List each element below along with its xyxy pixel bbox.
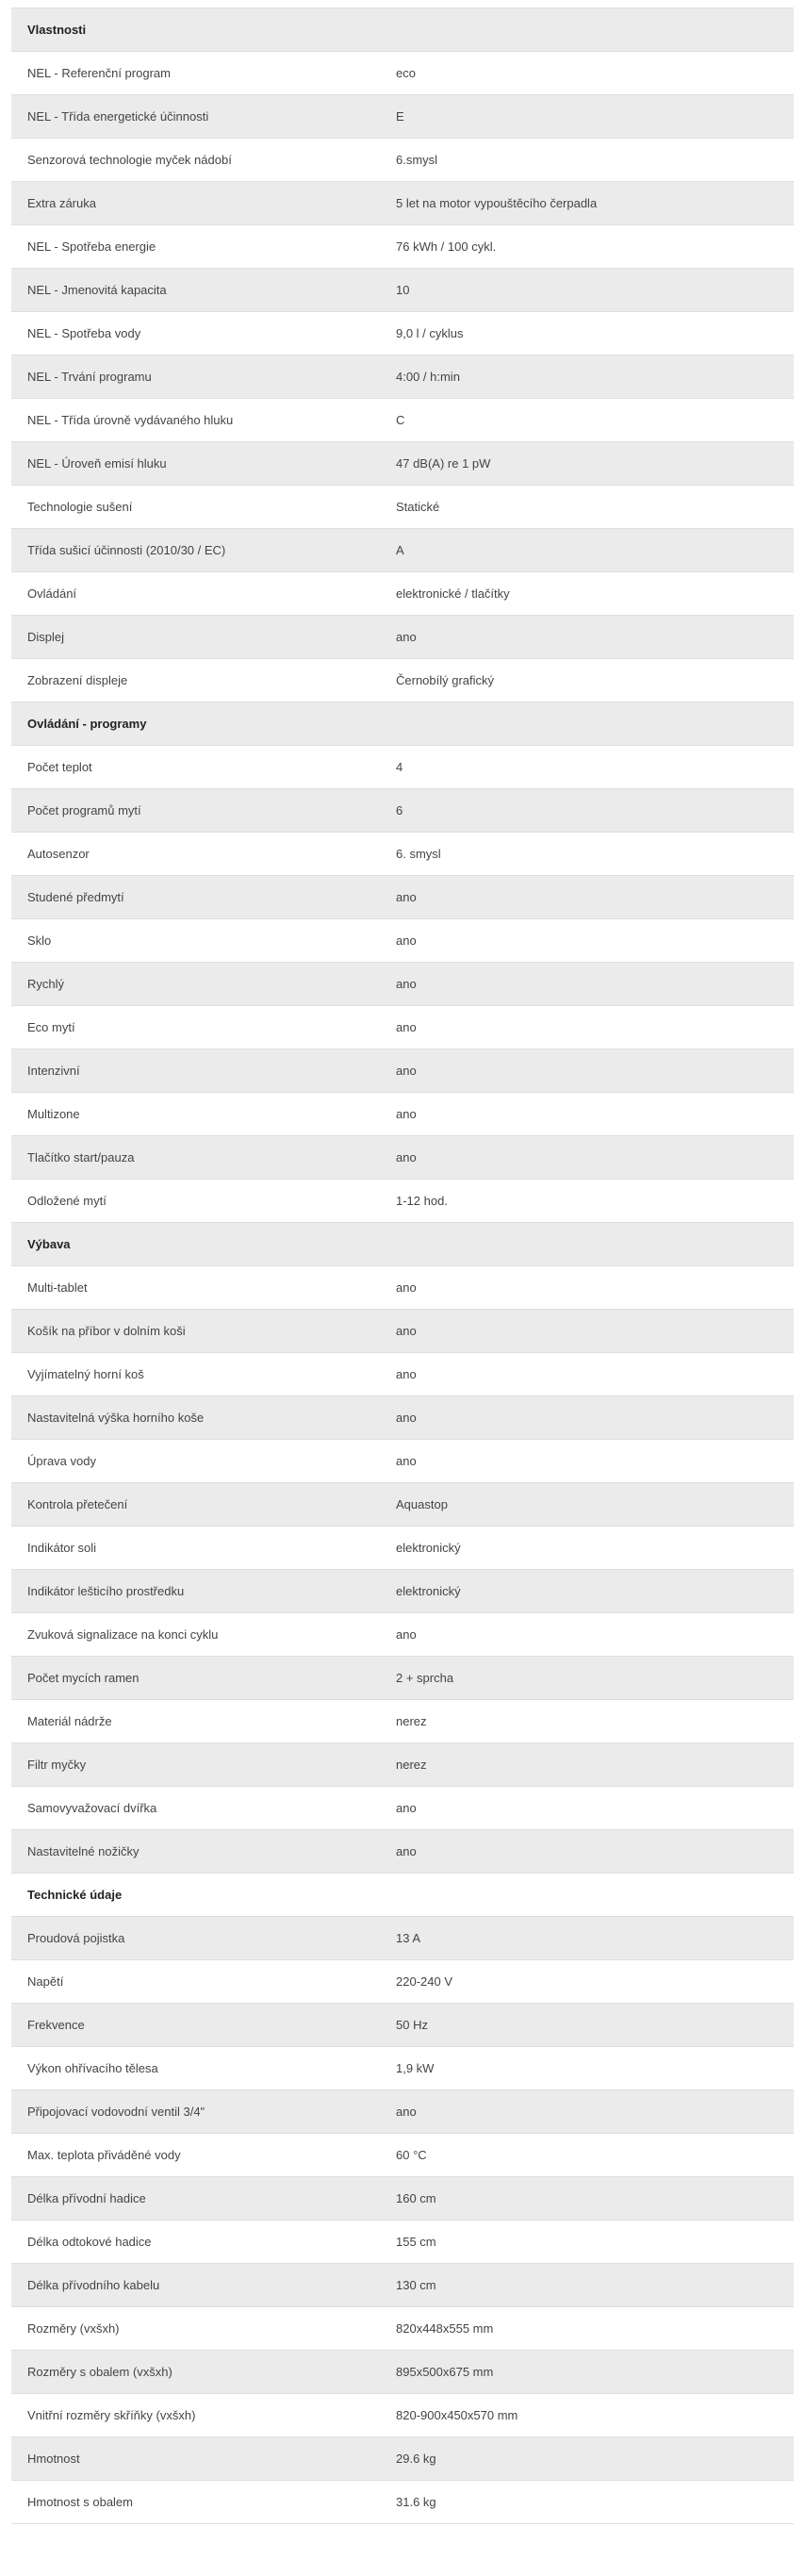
spec-label: Odložené mytí xyxy=(27,1193,107,1208)
spec-value: 47 dB(A) re 1 pW xyxy=(396,455,491,471)
spec-value: 220-240 V xyxy=(396,1973,452,1989)
spec-row xyxy=(11,2221,794,2264)
spec-row xyxy=(11,659,794,702)
spec-value: 10 xyxy=(396,282,410,297)
spec-label: Max. teplota přiváděné vody xyxy=(27,2147,181,2162)
spec-row xyxy=(11,2004,794,2047)
spec-label: Displej xyxy=(27,629,65,644)
spec-value: ano xyxy=(396,629,417,644)
spec-value: 4:00 / h:min xyxy=(396,369,460,384)
spec-label: NEL - Trvání programu xyxy=(27,369,152,384)
spec-label: Kontrola přetečení xyxy=(27,1496,128,1511)
spec-value: C xyxy=(396,412,405,427)
spec-value: 160 cm xyxy=(396,2190,436,2205)
spec-label: Multi-tablet xyxy=(27,1280,88,1295)
spec-value: ano xyxy=(396,976,417,991)
spec-label: Indikátor soli xyxy=(27,1540,96,1555)
spec-row xyxy=(11,1310,794,1353)
spec-row xyxy=(11,1960,794,2004)
spec-label: Ovládání xyxy=(27,586,77,601)
spec-label: NEL - Třída energetické účinnosti xyxy=(27,108,209,124)
spec-label: Nastavitelná výška horního koše xyxy=(27,1410,205,1425)
spec-label: Studené předmytí xyxy=(27,889,124,904)
spec-value: ano xyxy=(396,889,417,904)
spec-value: ano xyxy=(396,1106,417,1121)
section-header xyxy=(11,702,794,746)
spec-label: Multizone xyxy=(27,1106,80,1121)
spec-value: ano xyxy=(396,1366,417,1381)
spec-value: 895x500x675 mm xyxy=(396,2364,494,2379)
spec-label: NEL - Třída úrovně vydávaného hluku xyxy=(27,412,234,427)
spec-row xyxy=(11,355,794,399)
spec-row xyxy=(11,746,794,789)
spec-row xyxy=(11,572,794,616)
spec-value: 76 kWh / 100 cykl. xyxy=(396,239,497,254)
spec-row xyxy=(11,225,794,269)
spec-row xyxy=(11,139,794,182)
spec-label: Úprava vody xyxy=(27,1453,96,1468)
spec-row xyxy=(11,486,794,529)
spec-value: 155 cm xyxy=(396,2234,436,2249)
spec-row xyxy=(11,2090,794,2134)
spec-label: Délka přívodní hadice xyxy=(27,2190,146,2205)
spec-value: 60 °C xyxy=(396,2147,427,2162)
spec-label: Počet programů mytí xyxy=(27,802,141,817)
spec-row xyxy=(11,1830,794,1874)
spec-label: NEL - Referenční program xyxy=(27,65,171,80)
spec-row xyxy=(11,399,794,442)
spec-value: ano xyxy=(396,1063,417,1078)
spec-row xyxy=(11,442,794,486)
spec-label: Intenzivní xyxy=(27,1063,80,1078)
section-header xyxy=(11,1874,794,1917)
section-title: Technické údaje xyxy=(27,1887,123,1902)
spec-label: Autosenzor xyxy=(27,846,90,861)
spec-label: Vnitřní rozměry skříňky (vxšxh) xyxy=(27,2407,196,2422)
spec-row xyxy=(11,2394,794,2437)
spec-label: Tlačítko start/pauza xyxy=(27,1149,135,1164)
specification-table xyxy=(11,8,794,2524)
spec-value: ano xyxy=(396,1410,417,1425)
spec-label: Výkon ohřívacího tělesa xyxy=(27,2060,158,2075)
spec-row xyxy=(11,1049,794,1093)
spec-label: Košík na příbor v dolním koši xyxy=(27,1323,186,1338)
spec-value: ano xyxy=(396,1280,417,1295)
spec-value: ano xyxy=(396,1323,417,1338)
spec-label: Délka přívodního kabelu xyxy=(27,2277,160,2292)
section-title: Výbava xyxy=(27,1236,71,1251)
spec-value: ano xyxy=(396,2104,417,2119)
spec-row xyxy=(11,1527,794,1570)
spec-value: 820-900x450x570 mm xyxy=(396,2407,518,2422)
spec-label: NEL - Spotřeba vody xyxy=(27,325,141,340)
spec-row xyxy=(11,876,794,919)
spec-row xyxy=(11,1657,794,1700)
spec-row xyxy=(11,2351,794,2394)
spec-value: 9,0 l / cyklus xyxy=(396,325,464,340)
spec-row xyxy=(11,1743,794,1787)
spec-label: Indikátor lešticího prostředku xyxy=(27,1583,185,1598)
spec-value: 29.6 kg xyxy=(396,2451,436,2466)
spec-label: Zobrazení displeje xyxy=(27,672,128,687)
spec-label: Samovyvažovací dvířka xyxy=(27,1800,157,1815)
spec-label: Rozměry s obalem (vxšxh) xyxy=(27,2364,172,2379)
spec-value: 820x448x555 mm xyxy=(396,2320,494,2336)
spec-row xyxy=(11,2437,794,2481)
spec-label: Nastavitelné nožičky xyxy=(27,1843,140,1858)
spec-value: E xyxy=(396,108,404,124)
spec-row xyxy=(11,2264,794,2307)
spec-value: elektronický xyxy=(396,1540,461,1555)
spec-row xyxy=(11,529,794,572)
spec-label: Technologie sušení xyxy=(27,499,133,514)
spec-row xyxy=(11,1917,794,1960)
spec-row xyxy=(11,312,794,355)
spec-row xyxy=(11,1180,794,1223)
spec-value: ano xyxy=(396,1627,417,1642)
spec-label: Filtr myčky xyxy=(27,1757,87,1772)
spec-label: NEL - Jmenovitá kapacita xyxy=(27,282,167,297)
spec-row xyxy=(11,1006,794,1049)
spec-label: NEL - Spotřeba energie xyxy=(27,239,156,254)
spec-row xyxy=(11,1570,794,1613)
spec-value: nerez xyxy=(396,1713,427,1728)
spec-value: 4 xyxy=(396,759,403,774)
spec-label: Rychlý xyxy=(27,976,65,991)
spec-label: Extra záruka xyxy=(27,195,96,210)
spec-row xyxy=(11,1136,794,1180)
spec-value: ano xyxy=(396,1800,417,1815)
spec-value: ano xyxy=(396,933,417,948)
spec-value: ano xyxy=(396,1149,417,1164)
spec-row xyxy=(11,1266,794,1310)
spec-row xyxy=(11,2177,794,2221)
spec-row xyxy=(11,1613,794,1657)
spec-row xyxy=(11,789,794,833)
section-header xyxy=(11,8,794,52)
spec-value: 6.smysl xyxy=(396,152,438,167)
spec-label: Vyjímatelný horní koš xyxy=(27,1366,144,1381)
spec-row xyxy=(11,182,794,225)
spec-row xyxy=(11,2047,794,2090)
spec-label: Připojovací vodovodní ventil 3/4" xyxy=(27,2104,205,2119)
spec-value: 5 let na motor vypouštěcího čerpadla xyxy=(396,195,598,210)
spec-row xyxy=(11,1093,794,1136)
spec-row xyxy=(11,269,794,312)
spec-value: 2 + sprcha xyxy=(396,1670,454,1685)
spec-label: Materiál nádrže xyxy=(27,1713,112,1728)
spec-row xyxy=(11,1787,794,1830)
spec-value: Aquastop xyxy=(396,1496,448,1511)
spec-value: 6 xyxy=(396,802,403,817)
spec-value: ano xyxy=(396,1843,417,1858)
spec-row xyxy=(11,1440,794,1483)
spec-value: 31.6 kg xyxy=(396,2494,436,2509)
spec-value: 1,9 kW xyxy=(396,2060,435,2075)
spec-row xyxy=(11,919,794,963)
spec-label: Napětí xyxy=(27,1973,64,1989)
spec-label: Senzorová technologie myček nádobí xyxy=(27,152,232,167)
spec-row xyxy=(11,2134,794,2177)
spec-label: Sklo xyxy=(27,933,52,948)
spec-row xyxy=(11,616,794,659)
spec-label: Třída sušicí účinnosti (2010/30 / EC) xyxy=(27,542,226,557)
spec-row xyxy=(11,1353,794,1396)
spec-label: Délka odtokové hadice xyxy=(27,2234,152,2249)
section-header xyxy=(11,1223,794,1266)
spec-row xyxy=(11,833,794,876)
spec-label: Počet mycích ramen xyxy=(27,1670,140,1685)
spec-value: A xyxy=(396,542,404,557)
section-title: Vlastnosti xyxy=(27,22,87,37)
spec-value: 1-12 hod. xyxy=(396,1193,448,1208)
spec-value: 6. smysl xyxy=(396,846,441,861)
spec-value: Statické xyxy=(396,499,440,514)
spec-value: eco xyxy=(396,65,416,80)
spec-label: Proudová pojistka xyxy=(27,1930,125,1945)
spec-value: 13 A xyxy=(396,1930,421,1945)
spec-row xyxy=(11,1700,794,1743)
spec-label: Frekvence xyxy=(27,2017,85,2032)
section-title: Ovládání - programy xyxy=(27,716,147,731)
spec-row xyxy=(11,963,794,1006)
spec-row xyxy=(11,1483,794,1527)
spec-value: nerez xyxy=(396,1757,427,1772)
spec-label: NEL - Úroveň emisí hluku xyxy=(27,455,167,471)
spec-value: elektronický xyxy=(396,1583,461,1598)
spec-row xyxy=(11,1396,794,1440)
spec-value: 130 cm xyxy=(396,2277,436,2292)
spec-label: Rozměry (vxšxh) xyxy=(27,2320,120,2336)
spec-row xyxy=(11,2307,794,2351)
spec-label: Hmotnost xyxy=(27,2451,80,2466)
spec-value: ano xyxy=(396,1453,417,1468)
spec-label: Hmotnost s obalem xyxy=(27,2494,133,2509)
spec-label: Počet teplot xyxy=(27,759,92,774)
spec-label: Zvuková signalizace na konci cyklu xyxy=(27,1627,219,1642)
spec-row xyxy=(11,2481,794,2524)
spec-row xyxy=(11,52,794,95)
spec-row xyxy=(11,95,794,139)
spec-value: Černobílý grafický xyxy=(396,672,495,687)
spec-value: ano xyxy=(396,1019,417,1034)
spec-label: Eco mytí xyxy=(27,1019,75,1034)
spec-value: 50 Hz xyxy=(396,2017,428,2032)
spec-value: elektronické / tlačítky xyxy=(396,586,510,601)
